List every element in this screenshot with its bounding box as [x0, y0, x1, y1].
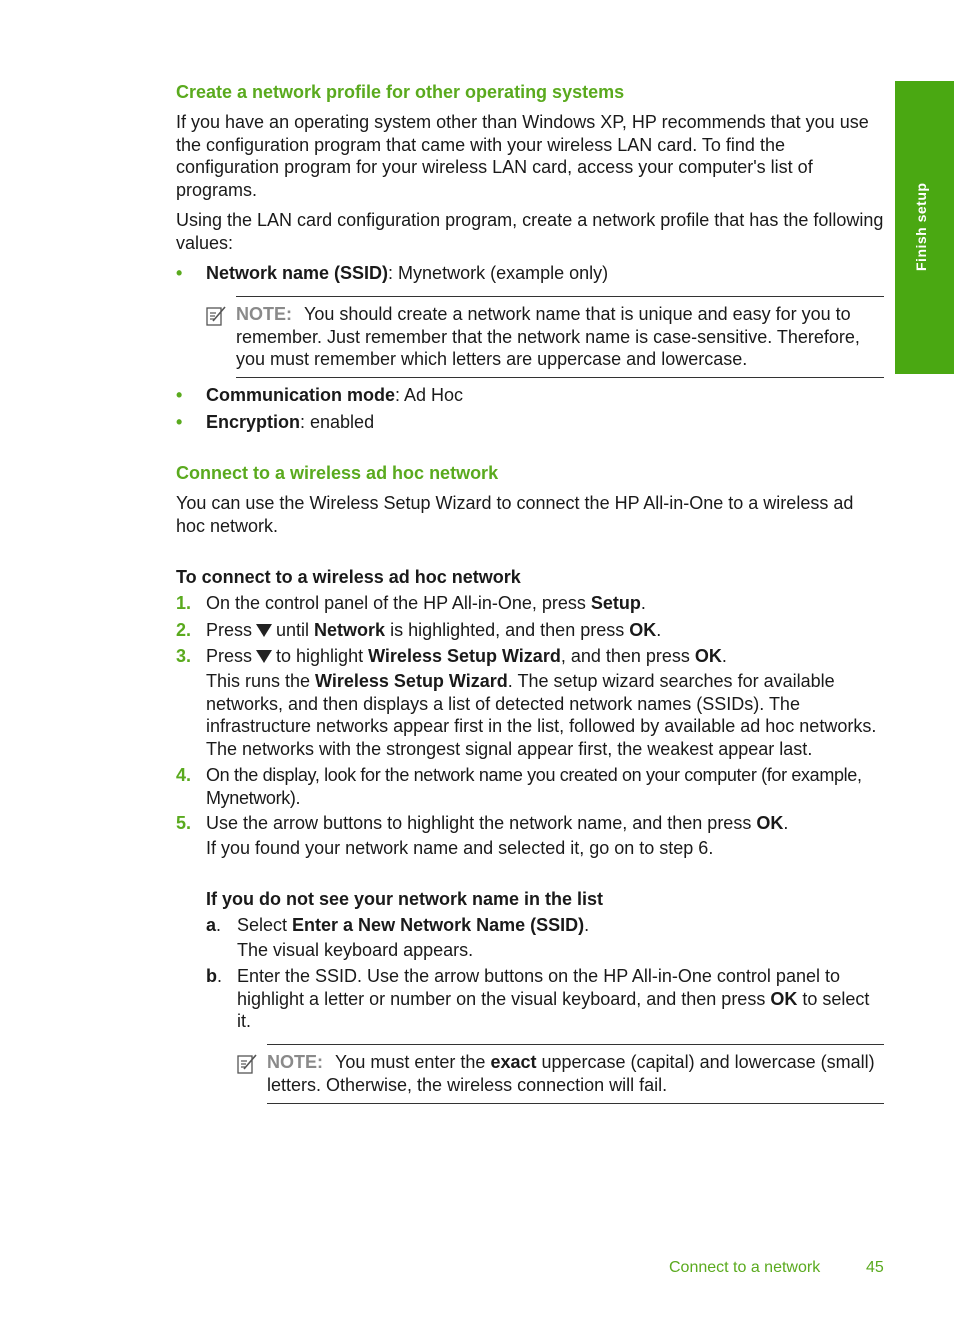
note-icon: [236, 1053, 258, 1075]
step-text: to highlight: [276, 646, 369, 666]
section-title-adhoc: Connect to a wireless ad hoc network: [176, 463, 499, 483]
note-box-ssid: [236, 296, 884, 378]
step-number: 5.: [176, 813, 192, 833]
step-number: 2.: [176, 620, 192, 640]
note-text: You should create a network name that is unique and easy for you to remember. Just remember that the network name is case-sensitive. Therefore, you must remember which letters are uppercase and lowercase.: [236, 304, 860, 369]
note-box-exact: [267, 1044, 884, 1104]
side-tab-label: Finish setup: [913, 182, 929, 271]
step-text: If you found your network name and selected it, go on to step 6.: [206, 838, 714, 858]
note-bold: exact: [490, 1052, 537, 1072]
step-bold: Setup: [590, 593, 641, 613]
bullet-label: Communication mode: [206, 385, 396, 405]
step-text: On the control panel of the HP All-in-One, press: [206, 593, 591, 613]
step-text: .: [783, 813, 789, 833]
bullet-value: : Ad Hoc: [395, 385, 464, 405]
down-arrow-icon: [256, 624, 272, 637]
step-text: Press: [206, 646, 253, 666]
bullet-label: Network name (SSID): [206, 263, 389, 283]
step-text: .: [640, 593, 646, 613]
note-icon: [205, 305, 227, 327]
step-text: The visual keyboard appears.: [237, 940, 474, 960]
step-text: , and then press: [560, 646, 695, 666]
paragraph-profile-intro: If you have an operating system other than Windows XP, HP recommends that you use the configuration program that came with your wireless LAN card. To find the configuration program for your wireless LAN card, access your computer's list of programs.: [176, 112, 869, 200]
step-bold: OK: [756, 813, 784, 833]
bullet-value: : Mynetwork (example only): [388, 263, 609, 283]
subprocedure-title: If you do not see your network name in the list: [206, 889, 604, 909]
note-text: uppercase (capital) and lowercase (small) letters. Otherwise, the wireless connection will fail.: [267, 1052, 875, 1095]
step-number: 3.: [176, 646, 192, 666]
down-arrow-icon: [256, 650, 272, 663]
step-text: Select: [237, 915, 293, 935]
step-bold: Wireless Setup Wizard: [315, 671, 508, 691]
page-number: 45: [866, 1259, 884, 1276]
bullet-value: : enabled: [300, 412, 375, 432]
step-bold: OK: [629, 620, 657, 640]
step-text: until: [276, 620, 315, 640]
bullet-marker: •: [176, 412, 183, 432]
side-tab: [895, 81, 954, 374]
step-bold: Network: [314, 620, 386, 640]
note-label: NOTE:: [236, 304, 292, 324]
note-label: NOTE:: [267, 1052, 323, 1072]
bullet-marker: •: [176, 385, 183, 405]
step-bold: OK: [694, 646, 722, 666]
step-text: .: [721, 646, 727, 666]
step-text: Enter the SSID. Use the arrow buttons on the HP All-in-One control panel to highlight a letter or number on the visual keyboard, and then press: [237, 966, 840, 1009]
footer-section-name: Connect to a network: [669, 1259, 821, 1276]
paragraph-adhoc-intro: You can use the Wireless Setup Wizard to connect the HP All-in-One to a wireless ad hoc network.: [176, 493, 854, 536]
step-text: Use the arrow buttons to highlight the network name, and then press: [206, 813, 757, 833]
step-text: to select it.: [237, 988, 870, 1031]
step-bold: OK: [770, 988, 798, 1009]
step-text: Press: [206, 620, 253, 640]
bullet-marker: •: [176, 263, 183, 283]
step-number: 4.: [176, 765, 192, 785]
step-text: .: [584, 915, 590, 935]
step-text: .: [656, 620, 662, 640]
step-text: On the display, look for the network name you created on your computer (for example, Mynetwork).: [206, 765, 862, 808]
step-bold: Wireless Setup Wizard: [368, 646, 561, 666]
step-bold: Enter a New Network Name (SSID): [292, 915, 585, 935]
paragraph-profile-values: Using the LAN card configuration program, create a network profile that has the following values:: [176, 210, 884, 253]
step-text: This runs the: [206, 671, 316, 691]
substep-letter: a: [206, 915, 217, 935]
section-title-profile: Create a network profile for other operating systems: [176, 82, 625, 102]
step-text: . The setup wizard searches for available networks, and then displays a list of detected network names (SSIDs). The infrastructure networks appear first in the list, followed by available ad hoc networks. The networks with the strongest signal appear first, the weakest appear last.: [206, 671, 877, 759]
step-number: 1.: [176, 593, 192, 613]
step-text: is highlighted, and then press: [385, 620, 630, 640]
bullet-label: Encryption: [206, 412, 301, 432]
note-text: You must enter the: [335, 1052, 491, 1072]
substep-letter: b: [206, 966, 217, 986]
procedure-title: To connect to a wireless ad hoc network: [176, 567, 521, 587]
